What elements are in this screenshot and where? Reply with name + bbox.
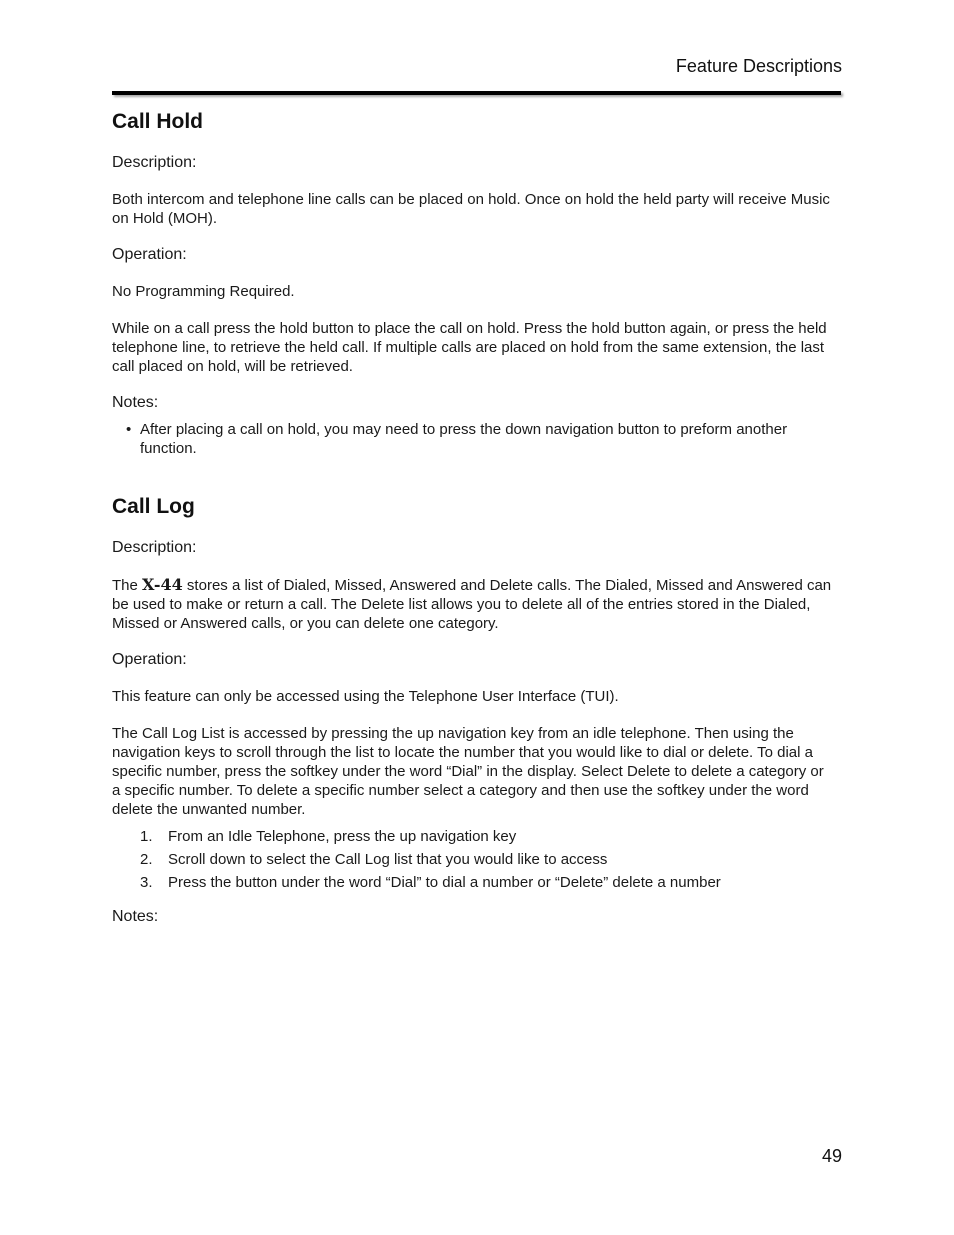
call-hold-operation-p2: While on a call press the hold button to place the call on hold. Press the hold button again, or press the held telephone line, to retrieve the held call. If multiple calls are placed on hold from the same extension, the last call placed on hold, will be retrieved. xyxy=(112,320,827,375)
list-item xyxy=(112,850,836,869)
header-rule xyxy=(112,91,841,95)
page-content xyxy=(112,110,836,926)
step-number: 2. xyxy=(140,851,153,868)
call-hold-operation-label: Operation: xyxy=(112,246,187,263)
model-name: X-44 xyxy=(142,575,183,594)
call-log-description-label: Description: xyxy=(112,539,197,556)
description-prefix: The xyxy=(112,577,143,594)
call-log-notes-label: Notes: xyxy=(112,908,159,925)
running-header: Feature Descriptions xyxy=(675,56,842,76)
call-log-operation-label: Operation: xyxy=(112,651,187,668)
list-item xyxy=(126,420,836,458)
step-text: Scroll down to select the Call Log list that you would like to access xyxy=(168,851,608,868)
call-hold-heading: Call Hold xyxy=(112,110,204,133)
call-log-steps xyxy=(112,827,836,892)
call-hold-description-label: Description: xyxy=(112,154,197,171)
step-number: 3. xyxy=(140,874,153,891)
description-rest: stores a list of Dialed, Missed, Answered and Delete calls. The Dialed, Missed and Answered can be used to make or return a call. The Delete list allows you to delete all of the entries stored in the Dialed, Missed or Answered calls, or you can delete one category. xyxy=(112,577,832,632)
call-hold-operation-p1: No Programming Required. xyxy=(112,283,295,300)
bullet-icon: • xyxy=(126,421,132,438)
step-number: 1. xyxy=(140,828,153,845)
list-item xyxy=(112,873,836,892)
call-hold-section xyxy=(112,110,836,458)
step-text: From an Idle Telephone, press the up navigation key xyxy=(168,828,517,845)
call-hold-notes-list xyxy=(112,420,836,458)
list-item xyxy=(112,827,836,846)
call-log-section xyxy=(112,495,836,926)
page-number: 49 xyxy=(821,1146,842,1166)
call-log-heading: Call Log xyxy=(112,495,195,518)
call-log-description xyxy=(112,575,836,633)
call-log-operation-p1: This feature can only be accessed using the Telephone User Interface (TUI). xyxy=(112,688,619,705)
note-text: After placing a call on hold, you may need to press the down navigation button to preform another function. xyxy=(140,421,788,457)
call-hold-description: Both intercom and telephone line calls can be placed on hold. Once on hold the held party will receive Music on Hold (MOH). xyxy=(112,191,830,227)
call-hold-notes-label: Notes: xyxy=(112,394,159,411)
step-text: Press the button under the word “Dial” to dial a number or “Delete” delete a number xyxy=(168,874,721,891)
call-log-operation-p2: The Call Log List is accessed by pressing the up navigation key from an idle telephone. Then using the navigation keys to scroll through the list to locate the number that you would like to dial or delete. To dial a specific number, press the softkey under the word “Dial” in the display. Select Delete to delete a category or a specific number. To delete a specific number select a category and then use the softkey under the word delete the unwanted number. xyxy=(112,725,824,818)
